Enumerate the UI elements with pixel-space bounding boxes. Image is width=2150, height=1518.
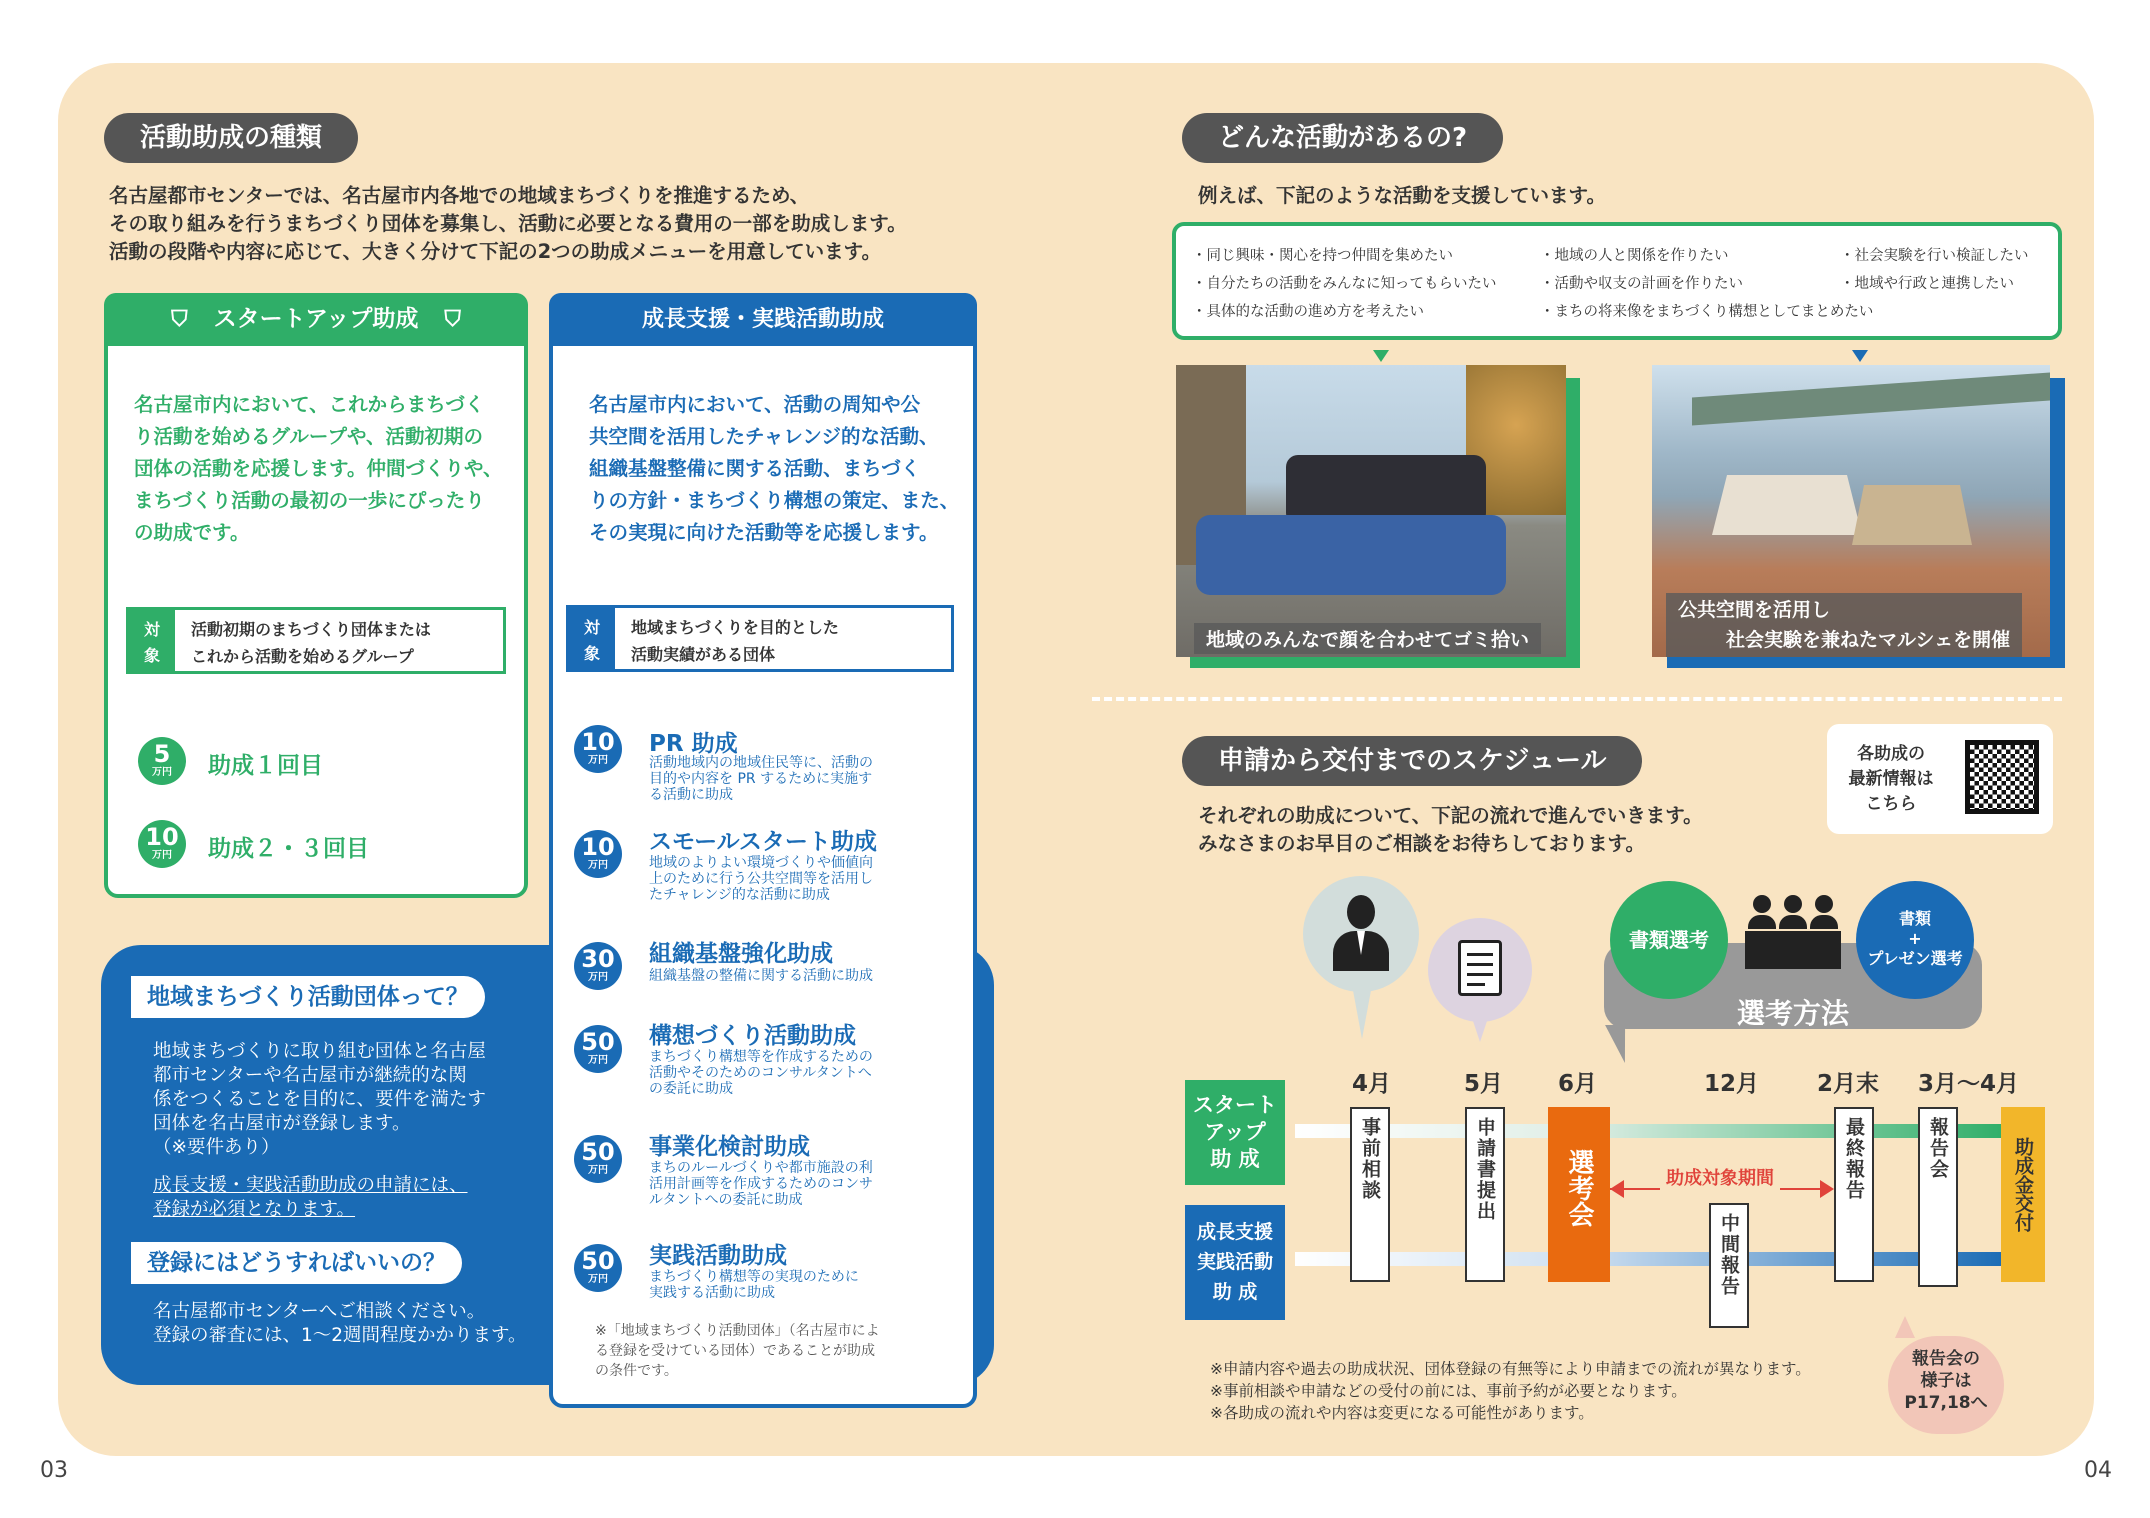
grant-desc: まちづくり構想等を作成するための 活動やそのためのコンサルタントへ の委託に助成	[649, 1049, 873, 1097]
photo-caption: 地域のみんなで顔を合わせてゴミ拾い	[1194, 623, 1541, 654]
startup-card	[104, 293, 528, 898]
amount-badge: 5 万円	[138, 737, 186, 785]
arrow-right-icon	[1820, 1180, 1834, 1198]
person-icon	[1333, 895, 1389, 971]
period-label: 助成対象期間	[1660, 1164, 1780, 1190]
qr-info-box[interactable]	[1827, 724, 2053, 834]
amount-badge: 30 万円	[574, 942, 622, 990]
month-label: 6月	[1558, 1071, 1598, 1097]
step-final-report: 最終報告	[1834, 1107, 1874, 1282]
step-report-meeting: 報告会	[1918, 1107, 1958, 1287]
target-label: 対 象	[129, 610, 175, 671]
example-item: ・同じ興味・関心を持つ仲間を集めたい	[1192, 248, 1453, 264]
beginner-mark-icon: ⛉	[444, 307, 461, 332]
startup-card-header: ⛉ スタートアップ助成 ⛉	[104, 293, 528, 346]
step-payment: 助成金交付	[2001, 1107, 2045, 1282]
grant-desc: 地域のよりよい環境づくりや価値向 上のために行う公共空間等を活用し たチャレンジ的な活動に助成	[649, 855, 873, 903]
example-item: ・社会実験を行い検証したい	[1840, 248, 2029, 264]
grant-desc: 組織基盤の整備に関する活動に助成	[649, 968, 873, 984]
photo-caption: 公共空間を活用し 社会実験を兼ねたマルシェを開催	[1666, 593, 2022, 657]
example-item: ・自分たちの活動をみんなに知ってもらいたい	[1192, 276, 1497, 292]
doc-selection-badge: 書類選考	[1610, 881, 1728, 999]
growth-card-header: 成長支援・実践活動助成	[549, 293, 977, 346]
panel-judges-icon	[1745, 895, 1841, 969]
timeline-bar-growth	[1295, 1252, 2007, 1266]
target-text: 地域まちづくりを目的とした 活動実績がある団体	[631, 618, 839, 664]
row-label-growth: 成長支援 実践活動 助 成	[1185, 1205, 1285, 1320]
month-label: 5月	[1464, 1071, 1504, 1097]
report-page-link[interactable]: 報告会の 様子は P17,18へ	[1888, 1336, 2004, 1434]
arrow-down-icon	[1373, 350, 1389, 362]
amount-badge: 10 万円	[574, 830, 622, 878]
section-title-types: 活動助成の種類	[104, 113, 358, 163]
target-text: 活動初期のまちづくり団体または これから活動を始めるグループ	[191, 620, 431, 666]
amount-badge: 10 万円	[138, 820, 186, 868]
target-label: 対 象	[569, 608, 615, 669]
grant-desc: 活動地域内の地域住民等に、活動の 目的や内容を PR するために実施す る活動に助成	[649, 755, 873, 803]
growth-description: 名古屋市内において、活動の周知や公 共空間を活用したチャレンジ的な活動、 組織基盤整備に関する活動、まちづく りの方針・まちづくり構想の策定、また、 その実現に向けた活動等を応援します。	[589, 393, 960, 544]
amount-badge: 10 万円	[574, 725, 622, 773]
startup-description: 名古屋市内において、これからまちづく り活動を始めるグループや、活動初期の 団体の活動を応援します。仲間づくりや、 まちづくり活動の最初の一歩にぴったり の助成です。	[134, 393, 503, 544]
amount-badge: 50 万円	[574, 1025, 622, 1073]
example-item: ・活動や収支の計画を作りたい	[1540, 276, 1743, 292]
step-selection: 選考会	[1548, 1107, 1610, 1282]
beginner-mark-icon: ⛉	[171, 307, 188, 332]
schedule-notes: ※申請内容や過去の助成状況、団体登録の有無等により申請までの流れが異なります。 ※事前相談や申請などの受付の前には、事前予約が必要となります。 ※各助成の流れや内容は変更になる可能性があります。	[1210, 1360, 1811, 1422]
photo-trash-pickup	[1176, 365, 1566, 657]
amount-label: 助成２・３回目	[208, 836, 369, 862]
document-icon	[1458, 940, 1502, 996]
grant-title: スモールスタート助成	[649, 829, 877, 855]
amount-label: 助成１回目	[208, 753, 323, 779]
answer-what-is-group: 地域まちづくりに取り組む団体と名古屋 都市センターや名古屋市が継続的な関 係をつくることを目的に、要件を満たす 団体を名古屋市が登録します。 （※要件あり） 成長支援・実践活動助成の申請には、 登録が必須となります。	[153, 1041, 487, 1220]
section-title-schedule: 申請から交付までのスケジュール	[1182, 736, 1642, 786]
divider	[1092, 697, 2062, 701]
step-consult: 事前相談	[1350, 1107, 1390, 1282]
question-what-is-group: 地域まちづくり活動団体って？	[131, 976, 485, 1018]
step-apply: 申請書提出	[1465, 1107, 1505, 1282]
example-item: ・地域や行政と連携したい	[1840, 276, 2014, 292]
month-label: 4月	[1352, 1071, 1392, 1097]
step-mid-report: 中間報告	[1709, 1203, 1749, 1328]
doc-presentation-badge: 書類 + プレゼン選考	[1856, 881, 1974, 999]
examples-box	[1172, 222, 2062, 340]
growth-card	[549, 293, 977, 1408]
page-number-left: 03	[40, 1458, 68, 1483]
page-number-right: 04	[2084, 1458, 2112, 1483]
example-item: ・具体的な活動の進め方を考えたい	[1192, 304, 1424, 320]
grant-title: 組織基盤強化助成	[649, 941, 833, 967]
growth-target	[566, 605, 954, 672]
section-title-activities: どんな活動があるの?	[1182, 113, 1503, 163]
example-item: ・地域の人と関係を作りたい	[1540, 248, 1729, 264]
grant-title: 事業化検討助成	[649, 1134, 810, 1160]
startup-target	[126, 607, 506, 674]
timeline-bar-startup	[1295, 1124, 2007, 1138]
selection-method-label: 選考方法	[1736, 997, 1849, 1030]
grant-title: 構想づくり活動助成	[649, 1023, 856, 1049]
question-how-to-register: 登録にはどうすればいいの？	[131, 1242, 462, 1284]
grant-desc: まちのルールづくりや都市施設の利 活用計画等を作成するためのコンサ ルタントへの委託に助成	[649, 1160, 873, 1208]
photo-marche	[1652, 365, 2050, 657]
grant-title: PR 助成	[649, 731, 738, 757]
qr-code-icon[interactable]	[1965, 740, 2039, 814]
amount-badge: 50 万円	[574, 1135, 622, 1183]
grant-title: 実践活動助成	[649, 1243, 787, 1269]
arrow-down-icon	[1852, 350, 1868, 362]
row-label-startup: スタート アップ 助 成	[1185, 1080, 1285, 1185]
arrow-left-icon	[1610, 1180, 1624, 1198]
answer-how-to-register: 名古屋都市センターへご相談ください。 登録の審査には、1〜2週間程度かかります。	[153, 1301, 527, 1346]
activities-intro: 例えば、下記のような活動を支援しています。	[1198, 184, 1606, 207]
month-label: 2月末	[1817, 1071, 1880, 1097]
amount-badge: 50 万円	[574, 1244, 622, 1292]
example-item: ・まちの将来像をまちづくり構想としてまとめたい	[1540, 304, 1874, 320]
month-label: 3月〜4月	[1918, 1071, 2020, 1097]
growth-footnote: ※「地域まちづくり活動団体」（名古屋市によ る登録を受けている団体）であることが助成 の条件です。	[595, 1323, 880, 1379]
grant-desc: まちづくり構想等の実現のために 実践する活動に助成	[649, 1269, 859, 1301]
qr-text: 各助成の 最新情報は こちら	[1848, 744, 1934, 814]
schedule-intro: それぞれの助成について、下記の流れで進んでいきます。 みなさまのお早目のご相談をお待ちしております。	[1198, 804, 1703, 855]
month-label: 12月	[1704, 1071, 1760, 1097]
intro-text: 名古屋都市センターでは、名古屋市内各地での地域まちづくりを推進するため、 その取り組みを行うまちづくり団体を募集し、活動に必要となる費用の一部を助成します。 活動の段階や内容に応じて、大きく分けて下記の2つの助成メニューを用意しています。	[109, 184, 907, 263]
